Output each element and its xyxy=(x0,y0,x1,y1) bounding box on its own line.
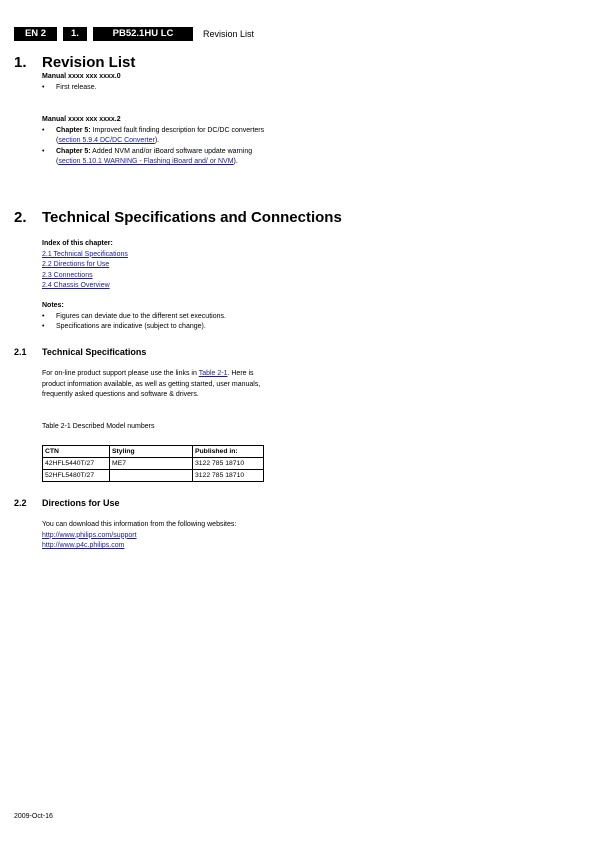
table-cell: 42HFL5440T/27 xyxy=(43,458,110,470)
footer-date: 2009-Oct-16 xyxy=(14,813,53,820)
table-header-row xyxy=(43,446,264,458)
subsection-2-1-heading xyxy=(14,347,146,357)
column-header: Published in: xyxy=(193,446,264,458)
list-item: • First release. xyxy=(42,83,272,94)
subsection-number: 2.1 xyxy=(14,347,27,357)
table-row xyxy=(43,470,264,482)
index-link-2-3[interactable]: 2.3 Connections xyxy=(42,271,93,279)
column-header: Styling xyxy=(110,446,193,458)
table-2-1-link[interactable]: Table 2-1 xyxy=(198,370,228,377)
column-header: CTN xyxy=(43,446,110,458)
revision-2 xyxy=(42,115,272,168)
revision-0-list xyxy=(42,83,272,94)
section-title: Technical Specifications and Connections xyxy=(42,209,342,226)
list-item: • Chapter 5: Added NVM and/or iBoard software update warning (section 5.10.1 WARNING - Flashing iBoard and/ or NVM). xyxy=(42,147,272,168)
index-link-2-1[interactable]: 2.1 Technical Specifications xyxy=(42,250,128,258)
model-label: PB52.1HU LC xyxy=(93,27,193,41)
model-table xyxy=(42,445,264,482)
index-link-2-2[interactable]: 2.2 Directions for Use xyxy=(42,261,110,268)
table-cell: 3122 785 18710 xyxy=(193,458,264,470)
table-cell: 3122 785 18710 xyxy=(193,470,264,482)
notes-block xyxy=(42,301,272,333)
p4c-philips-link[interactable]: http://www.p4c.philips.com xyxy=(42,542,125,549)
notes-list xyxy=(42,312,272,333)
revision-label: Manual xxxx xxx xxxx.0 xyxy=(42,73,121,80)
philips-support-link[interactable]: http://www.philips.com/support xyxy=(42,531,137,539)
chapter-index xyxy=(42,239,272,292)
notes-label: Notes: xyxy=(42,302,64,309)
index-links xyxy=(42,250,272,292)
list-item: • Chapter 5: Improved fault finding description for DC/DC converters (section 5.9.4 DC/DC Converter). xyxy=(42,126,272,147)
section-title: Revision List xyxy=(42,54,136,71)
page-header xyxy=(14,27,254,41)
header-title: Revision List xyxy=(203,29,255,39)
section-2-heading xyxy=(14,209,342,226)
section-5-9-4-link[interactable]: section 5.9.4 DC/DC Converter xyxy=(58,137,155,144)
download-paragraph: You can download this information from the following websites: http://www.philips.com/support http://www.p4c.philips.com xyxy=(42,520,282,552)
subsection-2-2-heading xyxy=(14,498,120,508)
table-cell: ME7 xyxy=(110,458,193,470)
section-number: 1. xyxy=(14,54,27,71)
index-link-2-4[interactable]: 2.4 Chassis Overview xyxy=(42,282,110,289)
revision-label: Manual xxxx xxx xxxx.2 xyxy=(42,116,121,123)
support-paragraph: For on-line product support please use the links in Table 2-1. Here is product information available, as well as getting started, user manuals, frequently asked questions and software & drivers. xyxy=(42,370,261,398)
revision-2-list xyxy=(42,126,272,168)
section-1-heading xyxy=(14,54,135,71)
table-cell: 52HFL5480T/27 xyxy=(43,470,110,482)
subsection-number: 2.2 xyxy=(14,498,27,508)
chapter-number: 1. xyxy=(63,27,87,41)
list-item: • Specifications are indicative (subject to change). xyxy=(42,322,272,333)
section-5-10-1-link[interactable]: section 5.10.1 WARNING - Flashing iBoard and/ or NVM xyxy=(58,158,234,165)
table-caption: Table 2-1 Described Model numbers xyxy=(42,423,155,430)
list-item: • Figures can deviate due to the different set executions. xyxy=(42,312,272,323)
table-row xyxy=(43,458,264,470)
revision-0 xyxy=(42,72,272,93)
subsection-title: Technical Specifications xyxy=(42,347,147,357)
subsection-title: Directions for Use xyxy=(42,498,120,508)
website-links xyxy=(42,531,282,552)
index-label: Index of this chapter: xyxy=(42,240,113,247)
section-number: 2. xyxy=(14,209,27,226)
table-cell xyxy=(110,470,193,482)
doc-code: EN 2 xyxy=(14,27,57,41)
